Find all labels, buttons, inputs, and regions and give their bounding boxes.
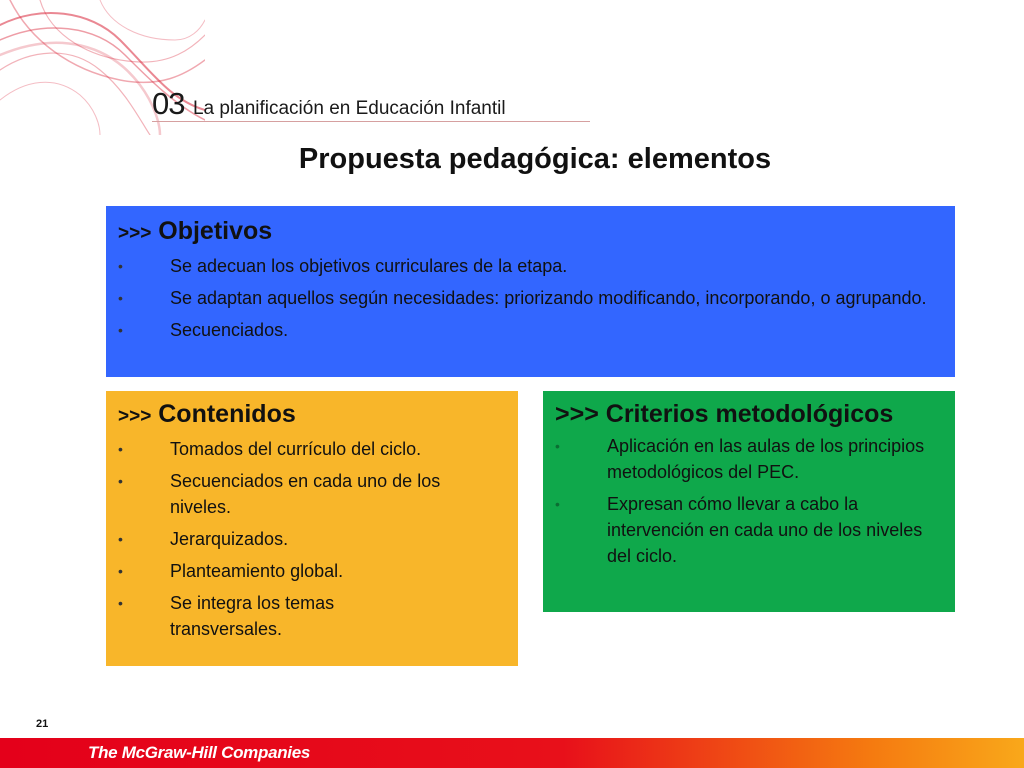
criterios-box [543, 391, 955, 612]
list-item: • Planteamiento global. [118, 558, 508, 584]
page-number: 21 [36, 718, 49, 730]
chapter-number: 03 [152, 86, 185, 121]
objetivos-box [106, 206, 955, 377]
list-item: • Expresan cómo llevar a cabo la intervención en cada uno de los niveles del ciclo. [555, 491, 945, 569]
list-item: • Secuenciados. [118, 317, 945, 343]
list-item: • Aplicación en las aulas de los principios metodológicos del PEC. [555, 433, 945, 485]
criterios-list [555, 433, 945, 569]
contenidos-arrows: >>> [118, 406, 152, 427]
objetivos-list [118, 253, 945, 343]
objetivos-heading [118, 216, 945, 249]
footer-bar [0, 738, 1024, 768]
list-item: • Se integra los temas transversales. [118, 590, 508, 642]
publisher-logo: The McGraw-Hill Companies [88, 743, 311, 762]
criterios-arrows: >>> [555, 400, 599, 428]
contenidos-heading [118, 399, 508, 432]
slide-title: Propuesta pedagógica: elementos [298, 143, 772, 175]
contenidos-box [106, 391, 518, 666]
chapter-title: La planificación en Educación Infantil [192, 98, 506, 119]
list-item: • Se adaptan aquellos según necesidades: priorizando modificando, incorporando, o agrupando. [118, 285, 945, 311]
objetivos-heading-text: Objetivos [158, 217, 273, 245]
criterios-heading-text: Criterios metodológicos [605, 400, 894, 428]
list-item: • Tomados del currículo del ciclo. [118, 436, 508, 462]
criterios-heading [555, 399, 945, 429]
list-item: • Se adecuan los objetivos curriculares de la etapa. [118, 253, 945, 279]
objetivos-arrows: >>> [118, 223, 152, 244]
contenidos-heading-text: Contenidos [158, 400, 296, 428]
chapter-underline [152, 121, 590, 122]
chapter-heading [152, 86, 506, 122]
contenidos-list [118, 436, 508, 642]
list-item: • Secuenciados en cada uno de los niveles. [118, 468, 508, 520]
list-item: • Jerarquizados. [118, 526, 508, 552]
